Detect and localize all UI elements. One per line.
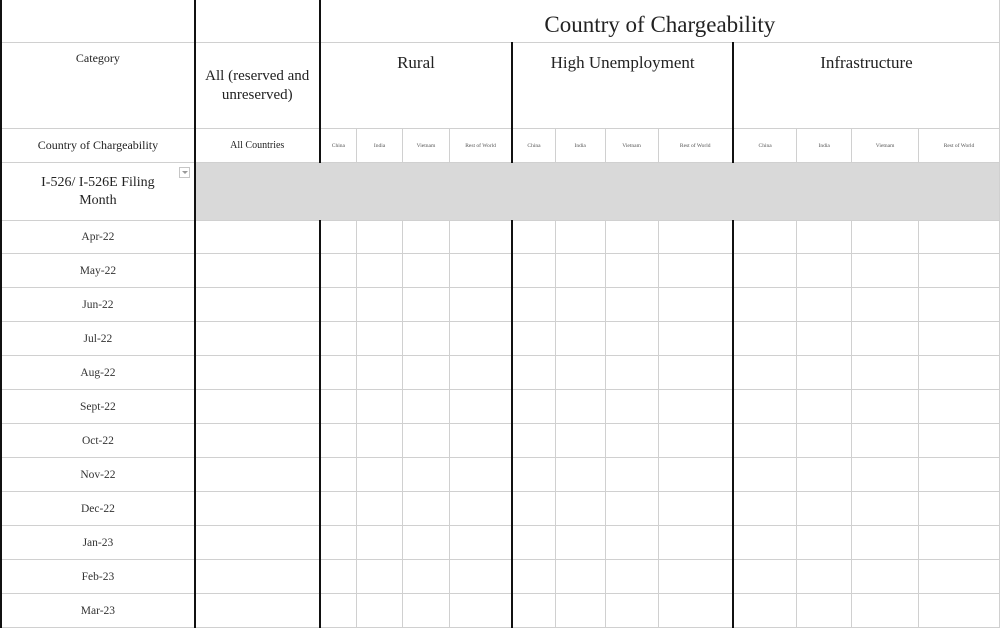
group-rural: Rural bbox=[320, 43, 513, 129]
data-cell[interactable] bbox=[195, 254, 320, 288]
data-cell[interactable] bbox=[402, 526, 449, 560]
data-cell[interactable] bbox=[919, 221, 1000, 254]
data-cell[interactable] bbox=[357, 322, 403, 356]
data-cell[interactable] bbox=[449, 288, 512, 322]
data-cell[interactable] bbox=[555, 424, 605, 458]
data-cell[interactable] bbox=[658, 288, 733, 322]
data-cell[interactable] bbox=[320, 390, 357, 424]
data-cell[interactable] bbox=[733, 594, 797, 628]
rural-india: India bbox=[357, 129, 403, 163]
data-cell[interactable] bbox=[512, 390, 555, 424]
banner-row bbox=[1, 0, 1000, 43]
data-cell[interactable] bbox=[357, 356, 403, 390]
high-unemployment-china: China bbox=[512, 129, 555, 163]
data-cell[interactable] bbox=[797, 458, 852, 492]
data-cell[interactable] bbox=[852, 492, 919, 526]
data-cell[interactable] bbox=[320, 594, 357, 628]
filing-month-text: I-526/ I-526E Filing Month bbox=[41, 174, 155, 208]
table-row bbox=[1, 356, 1000, 390]
data-cell[interactable] bbox=[402, 356, 449, 390]
month-label: May-22 bbox=[1, 254, 195, 288]
data-cell[interactable] bbox=[919, 390, 1000, 424]
data-cell[interactable] bbox=[797, 560, 852, 594]
data-cell[interactable] bbox=[195, 288, 320, 322]
rural-rest-of-world: Rest of World bbox=[449, 129, 512, 163]
data-cell[interactable] bbox=[449, 254, 512, 288]
data-cell[interactable] bbox=[797, 322, 852, 356]
data-cell[interactable] bbox=[402, 221, 449, 254]
data-cell[interactable] bbox=[658, 526, 733, 560]
data-cell[interactable] bbox=[733, 356, 797, 390]
data-cell[interactable] bbox=[605, 356, 658, 390]
data-cell[interactable] bbox=[195, 221, 320, 254]
data-cell[interactable] bbox=[195, 458, 320, 492]
data-cell[interactable] bbox=[449, 390, 512, 424]
data-cell[interactable] bbox=[357, 492, 403, 526]
data-cell[interactable] bbox=[402, 492, 449, 526]
data-cell[interactable] bbox=[733, 458, 797, 492]
data-cell[interactable] bbox=[555, 254, 605, 288]
data-cell[interactable] bbox=[195, 594, 320, 628]
table-row bbox=[1, 594, 1000, 628]
data-cell[interactable] bbox=[357, 254, 403, 288]
data-cell[interactable] bbox=[733, 424, 797, 458]
data-cell[interactable] bbox=[658, 322, 733, 356]
data-cell[interactable] bbox=[852, 458, 919, 492]
data-cell[interactable] bbox=[357, 560, 403, 594]
data-cell[interactable] bbox=[658, 458, 733, 492]
month-label: Jun-22 bbox=[1, 288, 195, 322]
month-label: Oct-22 bbox=[1, 424, 195, 458]
data-cell[interactable] bbox=[658, 221, 733, 254]
filing-month-row bbox=[1, 163, 1000, 221]
table-row bbox=[1, 424, 1000, 458]
data-cell[interactable] bbox=[797, 390, 852, 424]
data-cell[interactable] bbox=[605, 560, 658, 594]
data-cell[interactable] bbox=[555, 390, 605, 424]
data-cell[interactable] bbox=[320, 221, 357, 254]
data-cell[interactable] bbox=[195, 424, 320, 458]
high-unemployment-rest-of-world: Rest of World bbox=[658, 129, 733, 163]
data-cell[interactable] bbox=[605, 288, 658, 322]
table-row bbox=[1, 322, 1000, 356]
data-cell[interactable] bbox=[555, 221, 605, 254]
data-cell[interactable] bbox=[605, 254, 658, 288]
data-cell[interactable] bbox=[797, 356, 852, 390]
data-cell[interactable] bbox=[797, 288, 852, 322]
data-cell[interactable] bbox=[402, 560, 449, 594]
data-cell[interactable] bbox=[733, 221, 797, 254]
data-cell[interactable] bbox=[605, 458, 658, 492]
data-cell[interactable] bbox=[919, 560, 1000, 594]
data-cell[interactable] bbox=[658, 356, 733, 390]
data-cell[interactable] bbox=[357, 526, 403, 560]
data-cell[interactable] bbox=[402, 390, 449, 424]
data-cell[interactable] bbox=[555, 288, 605, 322]
filter-dropdown-icon[interactable] bbox=[179, 167, 190, 178]
data-cell[interactable] bbox=[919, 322, 1000, 356]
data-cell[interactable] bbox=[658, 560, 733, 594]
month-rows bbox=[1, 221, 1000, 628]
data-cell[interactable] bbox=[733, 560, 797, 594]
data-cell[interactable] bbox=[658, 424, 733, 458]
data-cell[interactable] bbox=[919, 526, 1000, 560]
data-cell[interactable] bbox=[402, 322, 449, 356]
data-cell[interactable] bbox=[605, 492, 658, 526]
data-cell[interactable] bbox=[512, 356, 555, 390]
data-cell[interactable] bbox=[555, 458, 605, 492]
data-cell[interactable] bbox=[919, 458, 1000, 492]
infrastructure-india: India bbox=[797, 129, 852, 163]
data-cell[interactable] bbox=[919, 492, 1000, 526]
data-cell[interactable] bbox=[449, 356, 512, 390]
data-cell[interactable] bbox=[357, 221, 403, 254]
category-header-row bbox=[1, 43, 1000, 129]
table-row bbox=[1, 254, 1000, 288]
data-cell[interactable] bbox=[320, 424, 357, 458]
data-cell[interactable] bbox=[402, 254, 449, 288]
data-cell[interactable] bbox=[733, 254, 797, 288]
data-cell[interactable] bbox=[320, 356, 357, 390]
filing-month-label bbox=[1, 163, 195, 221]
data-cell[interactable] bbox=[852, 288, 919, 322]
data-cell[interactable] bbox=[852, 356, 919, 390]
month-label: Jan-23 bbox=[1, 526, 195, 560]
data-cell[interactable] bbox=[320, 458, 357, 492]
data-cell[interactable] bbox=[852, 254, 919, 288]
table-row bbox=[1, 288, 1000, 322]
data-cell[interactable] bbox=[195, 560, 320, 594]
banner-left-cell bbox=[1, 0, 195, 43]
data-cell[interactable] bbox=[852, 560, 919, 594]
data-cell[interactable] bbox=[195, 322, 320, 356]
data-cell[interactable] bbox=[195, 356, 320, 390]
data-cell[interactable] bbox=[512, 594, 555, 628]
data-cell[interactable] bbox=[852, 594, 919, 628]
month-label: Mar-23 bbox=[1, 594, 195, 628]
month-label: Nov-22 bbox=[1, 458, 195, 492]
data-cell[interactable] bbox=[605, 322, 658, 356]
data-cell[interactable] bbox=[195, 390, 320, 424]
table-row bbox=[1, 526, 1000, 560]
all-reserved-label: All (reserved and unreserved) bbox=[195, 43, 320, 129]
data-cell[interactable] bbox=[919, 594, 1000, 628]
table-row bbox=[1, 492, 1000, 526]
group-high-unemployment: High Unemployment bbox=[512, 43, 733, 129]
data-cell[interactable] bbox=[852, 526, 919, 560]
data-cell[interactable] bbox=[357, 458, 403, 492]
month-label: Dec-22 bbox=[1, 492, 195, 526]
data-cell[interactable] bbox=[919, 356, 1000, 390]
data-cell[interactable] bbox=[449, 322, 512, 356]
data-cell[interactable] bbox=[357, 424, 403, 458]
data-cell[interactable] bbox=[658, 254, 733, 288]
infrastructure-rest-of-world: Rest of World bbox=[919, 129, 1000, 163]
month-label: Jul-22 bbox=[1, 322, 195, 356]
data-cell[interactable] bbox=[402, 458, 449, 492]
data-cell[interactable] bbox=[555, 492, 605, 526]
data-cell[interactable] bbox=[852, 221, 919, 254]
data-cell[interactable] bbox=[320, 254, 357, 288]
data-cell[interactable] bbox=[733, 492, 797, 526]
data-cell[interactable] bbox=[320, 288, 357, 322]
category-label: Category bbox=[1, 43, 195, 129]
data-cell[interactable] bbox=[195, 526, 320, 560]
data-cell[interactable] bbox=[797, 424, 852, 458]
table-row bbox=[1, 560, 1000, 594]
data-cell[interactable] bbox=[402, 424, 449, 458]
data-cell[interactable] bbox=[919, 288, 1000, 322]
data-cell[interactable] bbox=[852, 424, 919, 458]
data-cell[interactable] bbox=[733, 322, 797, 356]
high-unemployment-vietnam: Vietnam bbox=[605, 129, 658, 163]
month-label: Feb-23 bbox=[1, 560, 195, 594]
data-cell[interactable] bbox=[512, 526, 555, 560]
data-cell[interactable] bbox=[555, 322, 605, 356]
infrastructure-vietnam: Vietnam bbox=[852, 129, 919, 163]
data-cell[interactable] bbox=[449, 458, 512, 492]
data-cell[interactable] bbox=[402, 594, 449, 628]
data-cell[interactable] bbox=[733, 288, 797, 322]
data-cell[interactable] bbox=[512, 322, 555, 356]
rural-vietnam: Vietnam bbox=[402, 129, 449, 163]
data-cell[interactable] bbox=[733, 526, 797, 560]
data-cell[interactable] bbox=[605, 526, 658, 560]
group-infrastructure: Infrastructure bbox=[733, 43, 1000, 129]
data-cell[interactable] bbox=[605, 221, 658, 254]
data-cell[interactable] bbox=[512, 560, 555, 594]
all-countries-label: All Countries bbox=[195, 129, 320, 163]
month-label: Sept-22 bbox=[1, 390, 195, 424]
data-cell[interactable] bbox=[658, 492, 733, 526]
data-cell[interactable] bbox=[555, 356, 605, 390]
data-cell[interactable] bbox=[512, 458, 555, 492]
data-cell[interactable] bbox=[733, 390, 797, 424]
data-cell[interactable] bbox=[357, 594, 403, 628]
table-row bbox=[1, 458, 1000, 492]
month-label: Aug-22 bbox=[1, 356, 195, 390]
data-cell[interactable] bbox=[919, 254, 1000, 288]
country-header-row bbox=[1, 129, 1000, 163]
country-of-chargeability-label: Country of Chargeability bbox=[1, 129, 195, 163]
data-cell[interactable] bbox=[449, 221, 512, 254]
data-cell[interactable] bbox=[320, 560, 357, 594]
banner-all-cell bbox=[195, 0, 320, 43]
data-cell[interactable] bbox=[449, 560, 512, 594]
filing-month-shaded-row bbox=[195, 163, 1000, 221]
data-cell[interactable] bbox=[512, 492, 555, 526]
month-label: Apr-22 bbox=[1, 221, 195, 254]
rural-china: China bbox=[320, 129, 357, 163]
data-cell[interactable] bbox=[852, 322, 919, 356]
data-cell[interactable] bbox=[605, 594, 658, 628]
data-cell[interactable] bbox=[797, 221, 852, 254]
high-unemployment-india: India bbox=[555, 129, 605, 163]
data-cell[interactable] bbox=[357, 288, 403, 322]
data-cell[interactable] bbox=[320, 492, 357, 526]
data-cell[interactable] bbox=[449, 492, 512, 526]
data-cell[interactable] bbox=[658, 594, 733, 628]
data-cell[interactable] bbox=[195, 492, 320, 526]
table-row bbox=[1, 221, 1000, 254]
data-cell[interactable] bbox=[852, 390, 919, 424]
data-cell[interactable] bbox=[449, 594, 512, 628]
data-cell[interactable] bbox=[919, 424, 1000, 458]
data-cell[interactable] bbox=[512, 288, 555, 322]
data-cell[interactable] bbox=[449, 526, 512, 560]
infrastructure-china: China bbox=[733, 129, 797, 163]
data-cell[interactable] bbox=[555, 560, 605, 594]
data-cell[interactable] bbox=[605, 424, 658, 458]
data-cell[interactable] bbox=[658, 390, 733, 424]
data-cell[interactable] bbox=[555, 526, 605, 560]
data-cell[interactable] bbox=[797, 254, 852, 288]
data-cell[interactable] bbox=[357, 390, 403, 424]
data-cell[interactable] bbox=[320, 322, 357, 356]
table-row bbox=[1, 390, 1000, 424]
data-cell[interactable] bbox=[605, 390, 658, 424]
data-cell[interactable] bbox=[797, 492, 852, 526]
data-cell[interactable] bbox=[512, 424, 555, 458]
data-cell[interactable] bbox=[449, 424, 512, 458]
data-cell[interactable] bbox=[512, 221, 555, 254]
data-cell[interactable] bbox=[512, 254, 555, 288]
data-cell[interactable] bbox=[797, 526, 852, 560]
data-cell[interactable] bbox=[555, 594, 605, 628]
data-cell[interactable] bbox=[797, 594, 852, 628]
data-cell[interactable] bbox=[320, 526, 357, 560]
data-cell[interactable] bbox=[402, 288, 449, 322]
banner-title: Country of Chargeability bbox=[320, 0, 1000, 43]
